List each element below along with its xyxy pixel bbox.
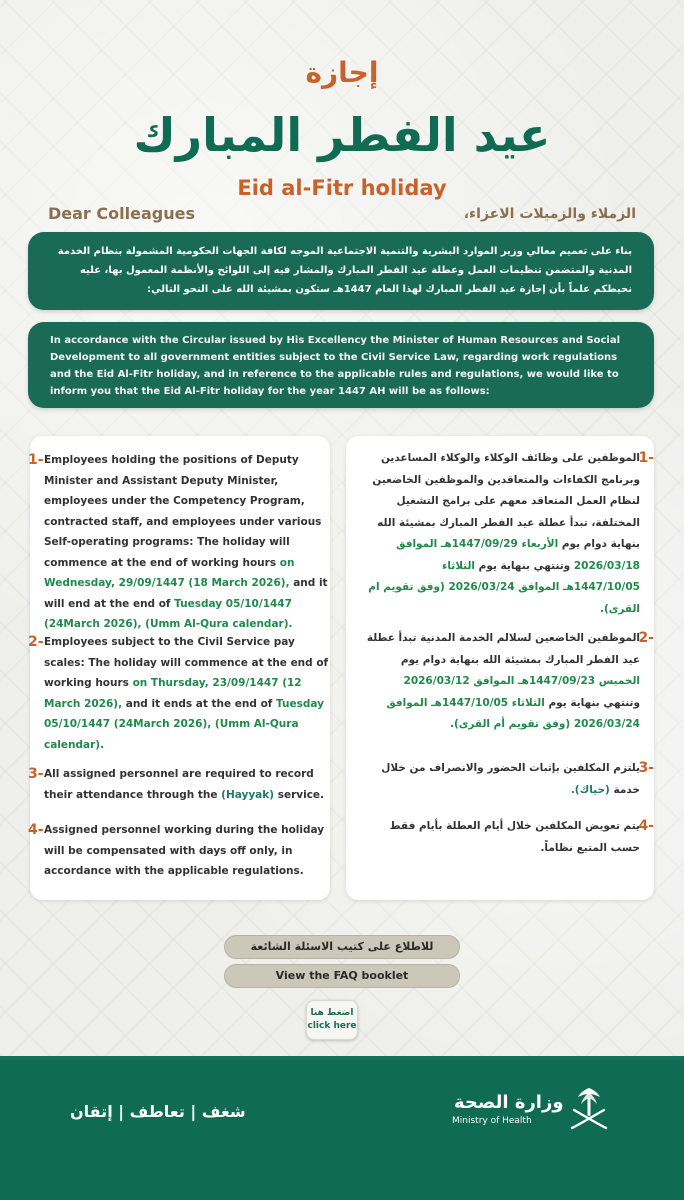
en-item-1-start-date: on Wednesday, 29/09/1447 (18 March 2026), (44, 556, 295, 589)
palm-swords-icon (564, 1084, 614, 1134)
ar-item-4-text: يتم تعويض المكلفين خلال أيام العطلة بأيام فقط حسب المتبع نظاماً. (389, 820, 640, 854)
ar-item-1 (364, 448, 640, 620)
en-item-1-calendar: (Umm Al-Qura calendar). (145, 618, 293, 630)
intro-banner-english (28, 322, 654, 408)
ar-item-1-text-2: وتنتهي بنهاية يوم (475, 559, 574, 572)
ar-item-1-text: الموظفين على وظائف الوكلاء والوكلاء المساعدين وبرنامج الكفاءات والمتعاقدين والموظفين الخاضعين لنظام العمل المتعاقد معهم على برامج التشغيل المختلفة، تبدأ عطلة عيد الفطر المبارك بمشيئة الله بنهاية دوام يوم (372, 452, 640, 550)
ar-item-2-text-2: وتنتهي بنهاية يوم (544, 696, 640, 709)
en-item-1-text: Employees holding the positions of Deputy Minister and Assistant Deputy Minister, employees under the Competency Program, contracted staff, and employees under various Self-operating programs: The holiday will commence at the end of working hours (44, 454, 322, 569)
ar-item-3 (364, 758, 640, 801)
en-item-1-text-2: and it will end at the end of (44, 577, 328, 610)
en-item-1-number: 1- (28, 452, 44, 468)
en-item-4-text: Assigned personnel working during the holiday will be compensated with days off only, in accordance with the applicable regulations. (44, 824, 325, 877)
ar-item-3-service: (حياك). (570, 783, 610, 796)
en-item-2-end-date: Tuesday 05/10/1447 (24March 2026), (44, 697, 324, 730)
en-item-2-calendar: (Umm Al-Qura calendar). (44, 718, 299, 751)
ar-item-4 (364, 816, 640, 859)
en-item-3 (44, 764, 330, 805)
click-here-label: click here (307, 1021, 357, 1031)
ar-item-3-text: يلتزم المكلفين بإثبات الحضور والانصراف من خلال خدمة (381, 762, 640, 796)
en-item-2 (44, 632, 330, 755)
en-item-3-text: All assigned personnel are required to record their attendance through the (44, 768, 314, 801)
ar-item-2 (364, 628, 640, 736)
click-here-label-arabic: اضغط هنا (310, 1008, 354, 1018)
ar-item-1-number: 1- (638, 450, 654, 466)
footer-stripe (0, 1056, 684, 1060)
ar-item-1-end-date: الثلاثاء 1447/10/05هـ الموافق 2026/03/24 (441, 559, 640, 593)
ministry-name-english: Ministry of Health (452, 1116, 532, 1126)
ar-item-2-end-date: الثلاثاء 1447/10/05هـ الموافق 2026/03/24 (386, 696, 640, 730)
en-item-4 (44, 820, 330, 882)
click-here-button[interactable] (306, 1000, 358, 1040)
footer-slogan: شغف | تعاطف | إتقان (70, 1102, 246, 1121)
en-item-2-text: Employees subject to the Civil Service pay scales: The holiday will commence at the end of working hours (44, 636, 329, 689)
greeting-english: Dear Colleagues (48, 204, 195, 223)
faq-booklet-button-arabic[interactable]: للاطلاع على كتيب الاسئلة الشائعة (224, 935, 460, 959)
ar-item-2-start-date: الخميس 1447/09/23هـ الموافق 2026/03/12 (403, 675, 640, 687)
en-item-2-text-2: and it ends at the end of (122, 697, 277, 710)
intro-text-arabic: بناء على تعميم معالي وزير الموارد البشرية والتنمية الاجتماعية الموجه لكافة الجهات الحكومية المشمولة بنظام الخدمة المدنية والمتضمن تنظيمات العمل وعطلة عيد الفطر المبارك والمشار فيه إلى اللوائح والأنظمة المعمول بها، عليه نحيطكم علماً بأن إجازة عيد الفطر المبارك لهذا العام 1447هـ ستكون بمشيئة الله على النحو التالي: (57, 246, 632, 295)
title-top: إجازة (305, 56, 379, 89)
en-item-1-end-date: Tuesday 05/10/1447 (24March 2026), (44, 597, 292, 630)
greeting-arabic: الزملاء والزميلات الاعزاء، (463, 206, 636, 222)
page-title-english: Eid al-Fitr holiday (237, 176, 447, 200)
en-item-4-number: 4- (28, 822, 44, 838)
en-item-2-start-date: on Thursday, 23/09/1447 (12 March 2026), (44, 677, 302, 710)
intro-banner-arabic (28, 232, 654, 310)
ar-item-2-number: 2- (638, 630, 654, 646)
ar-item-1-calendar: (وفق تقويم ام القرى). (368, 581, 640, 615)
en-item-3-number: 3- (28, 766, 44, 782)
ar-item-1-start-date: الأربعاء 1447/09/29هـ الموافق 2026/03/18 (396, 538, 640, 572)
en-item-3-service: (Hayyak) (221, 788, 275, 801)
ar-item-2-calendar: (وفق تقويم أم القرى). (449, 718, 571, 730)
ministry-name-arabic: وزارة الصحة (454, 1092, 564, 1113)
en-item-1 (44, 450, 330, 635)
ar-item-3-number: 3- (638, 760, 654, 776)
ar-item-4-number: 4- (638, 818, 654, 834)
en-item-3-text-2: service. (274, 788, 325, 801)
page-title: عيد الفطر المبارك (133, 108, 551, 162)
intro-text-english: In accordance with the Circular issued by His Excellency the Minister of Human Resources and Social Development to all government entities subject to the Civil Service Law, regarding work regulations and the Eid Al-Fitr holiday, and in reference to the applicable rules and regulations, we would like to inform you that the Eid Al-Fitr holiday for the year 1447 AH will be as follows: (50, 335, 621, 397)
en-item-2-number: 2- (28, 634, 44, 650)
faq-booklet-button[interactable]: View the FAQ booklet (224, 964, 460, 988)
ar-item-2-text: الموظفين الخاضعين لسلالم الخدمة المدنية تبدأ عطلة عيد الفطر المبارك بمشيئة الله بنهاية دوام يوم (366, 632, 640, 666)
